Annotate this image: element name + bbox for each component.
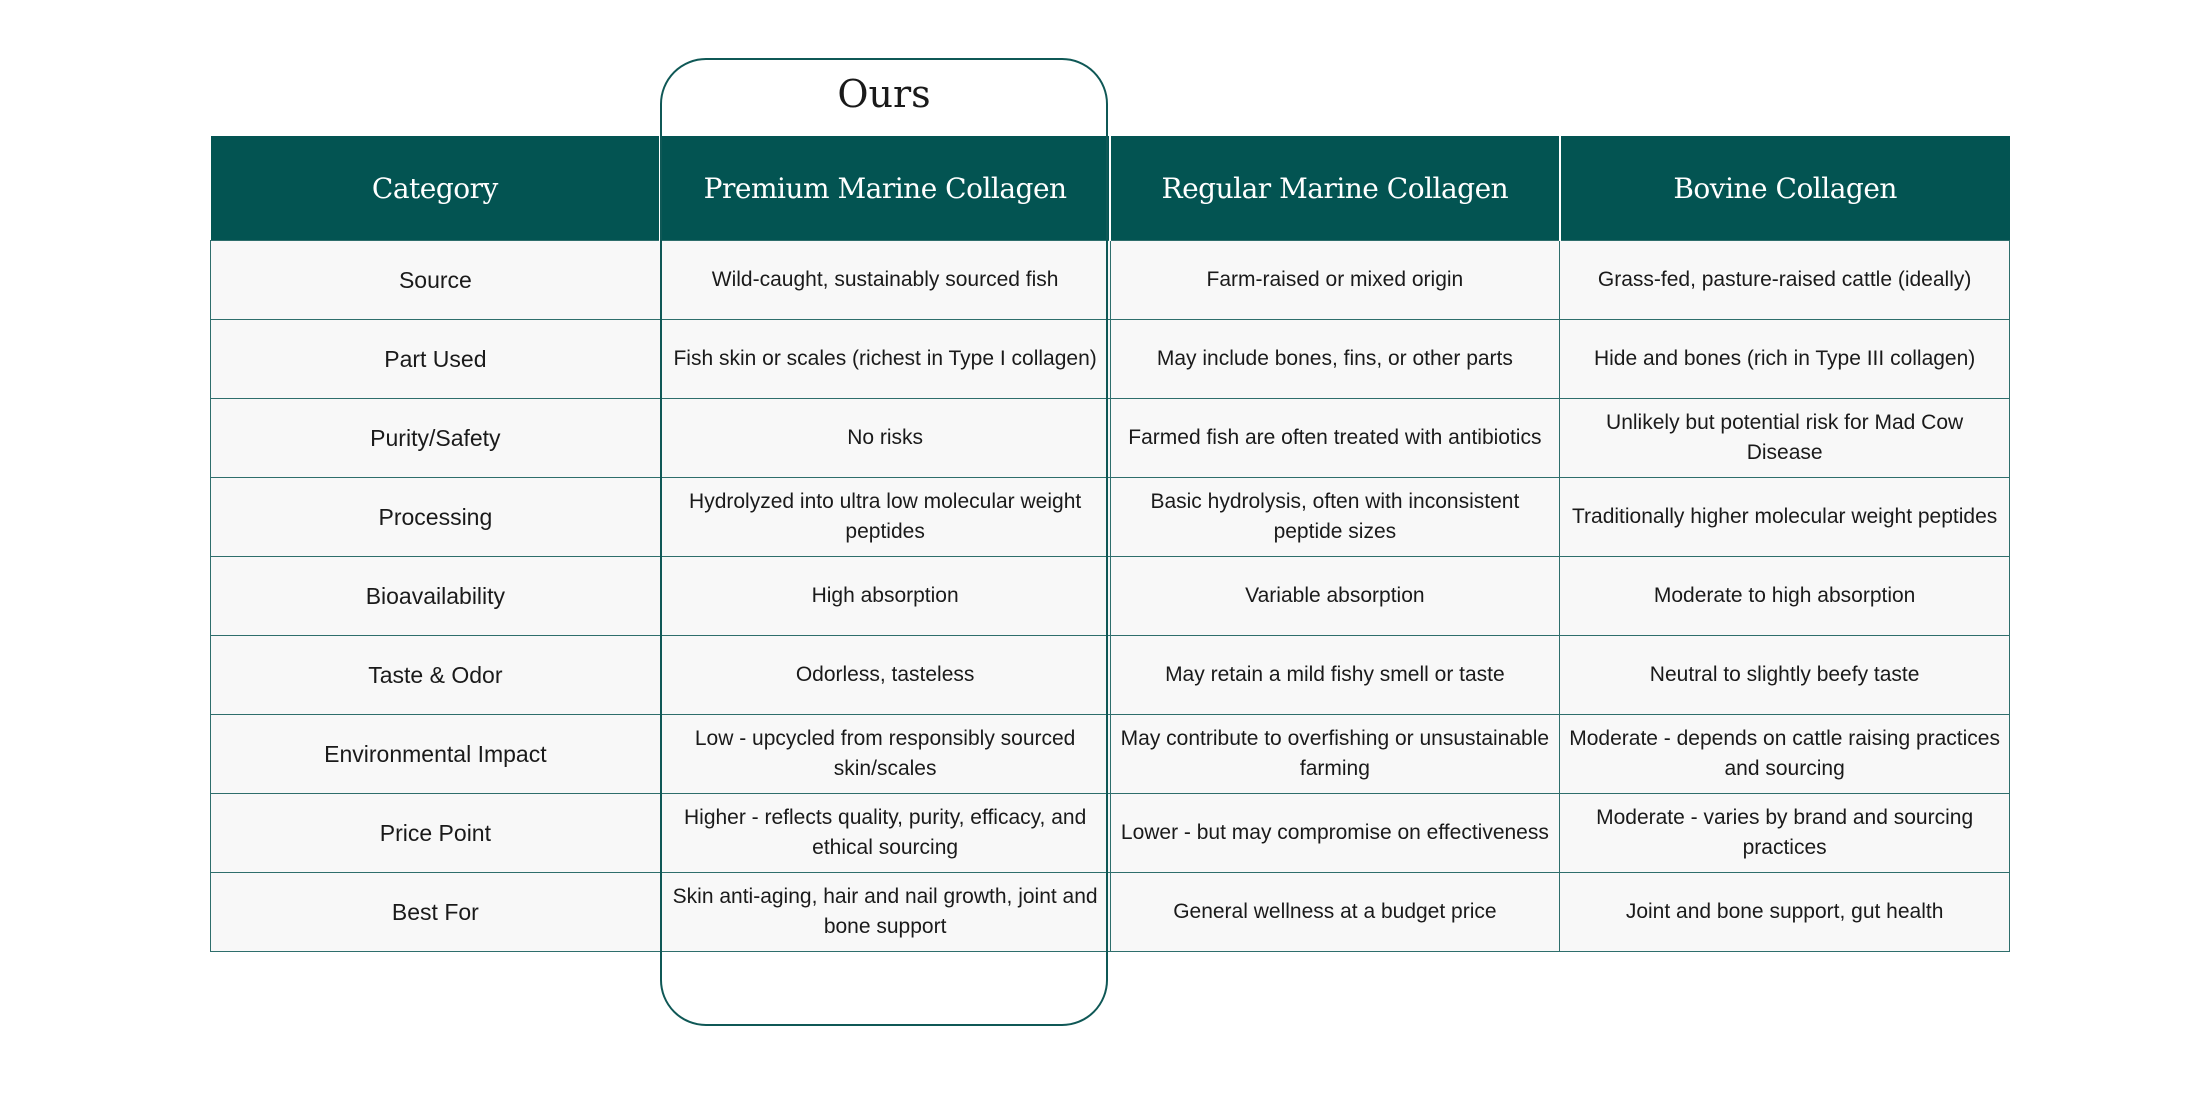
regular-marine-cell: Variable absorption <box>1110 557 1560 636</box>
bovine-cell: Moderate - depends on cattle raising practices and sourcing <box>1560 715 2010 794</box>
category-cell: Bioavailability <box>211 557 661 636</box>
bovine-cell: Hide and bones (rich in Type III collagen) <box>1560 320 2010 399</box>
header-category: Category <box>211 136 661 241</box>
regular-marine-cell: May retain a mild fishy smell or taste <box>1110 636 1560 715</box>
premium-marine-cell: Skin anti-aging, hair and nail growth, joint and bone support <box>660 873 1110 952</box>
category-cell: Price Point <box>211 794 661 873</box>
bovine-cell: Moderate to high absorption <box>1560 557 2010 636</box>
regular-marine-cell: May include bones, fins, or other parts <box>1110 320 1560 399</box>
premium-marine-cell: Wild-caught, sustainably sourced fish <box>660 241 1110 320</box>
premium-marine-cell: High absorption <box>660 557 1110 636</box>
table-body <box>211 241 2010 952</box>
table-row <box>211 320 2010 399</box>
bovine-cell: Grass-fed, pasture-raised cattle (ideally) <box>1560 241 2010 320</box>
header-premium-marine: Premium Marine Collagen <box>660 136 1110 241</box>
premium-marine-cell: Low - upcycled from responsibly sourced skin/scales <box>660 715 1110 794</box>
regular-marine-cell: Basic hydrolysis, often with inconsistent peptide sizes <box>1110 478 1560 557</box>
category-cell: Environmental Impact <box>211 715 661 794</box>
premium-marine-cell: No risks <box>660 399 1110 478</box>
header-bovine: Bovine Collagen <box>1560 136 2010 241</box>
regular-marine-cell: Lower - but may compromise on effectiveness <box>1110 794 1560 873</box>
category-cell: Best For <box>211 873 661 952</box>
table-row <box>211 794 2010 873</box>
header-regular-marine: Regular Marine Collagen <box>1110 136 1560 241</box>
premium-marine-cell: Higher - reflects quality, purity, efficacy, and ethical sourcing <box>660 794 1110 873</box>
table-row <box>211 715 2010 794</box>
category-cell: Processing <box>211 478 661 557</box>
collagen-comparison-table <box>210 136 2010 952</box>
category-cell: Source <box>211 241 661 320</box>
bovine-cell: Traditionally higher molecular weight peptides <box>1560 478 2010 557</box>
table-row <box>211 478 2010 557</box>
table-row <box>211 557 2010 636</box>
table-row <box>211 636 2010 715</box>
category-cell: Part Used <box>211 320 661 399</box>
premium-marine-cell: Hydrolyzed into ultra low molecular weight peptides <box>660 478 1110 557</box>
bovine-cell: Neutral to slightly beefy taste <box>1560 636 2010 715</box>
category-cell: Purity/Safety <box>211 399 661 478</box>
premium-marine-cell: Fish skin or scales (richest in Type I collagen) <box>660 320 1110 399</box>
bovine-cell: Moderate - varies by brand and sourcing practices <box>1560 794 2010 873</box>
regular-marine-cell: Farm-raised or mixed origin <box>1110 241 1560 320</box>
regular-marine-cell: Farmed fish are often treated with antibiotics <box>1110 399 1560 478</box>
bovine-cell: Unlikely but potential risk for Mad Cow Disease <box>1560 399 2010 478</box>
regular-marine-cell: May contribute to overfishing or unsustainable farming <box>1110 715 1560 794</box>
table-row <box>211 399 2010 478</box>
table-row <box>211 241 2010 320</box>
category-cell: Taste & Odor <box>211 636 661 715</box>
premium-marine-cell: Odorless, tasteless <box>660 636 1110 715</box>
regular-marine-cell: General wellness at a budget price <box>1110 873 1560 952</box>
table-row <box>211 873 2010 952</box>
table-header-row <box>211 136 2010 241</box>
bovine-cell: Joint and bone support, gut health <box>1560 873 2010 952</box>
ours-label: Ours <box>837 72 931 116</box>
